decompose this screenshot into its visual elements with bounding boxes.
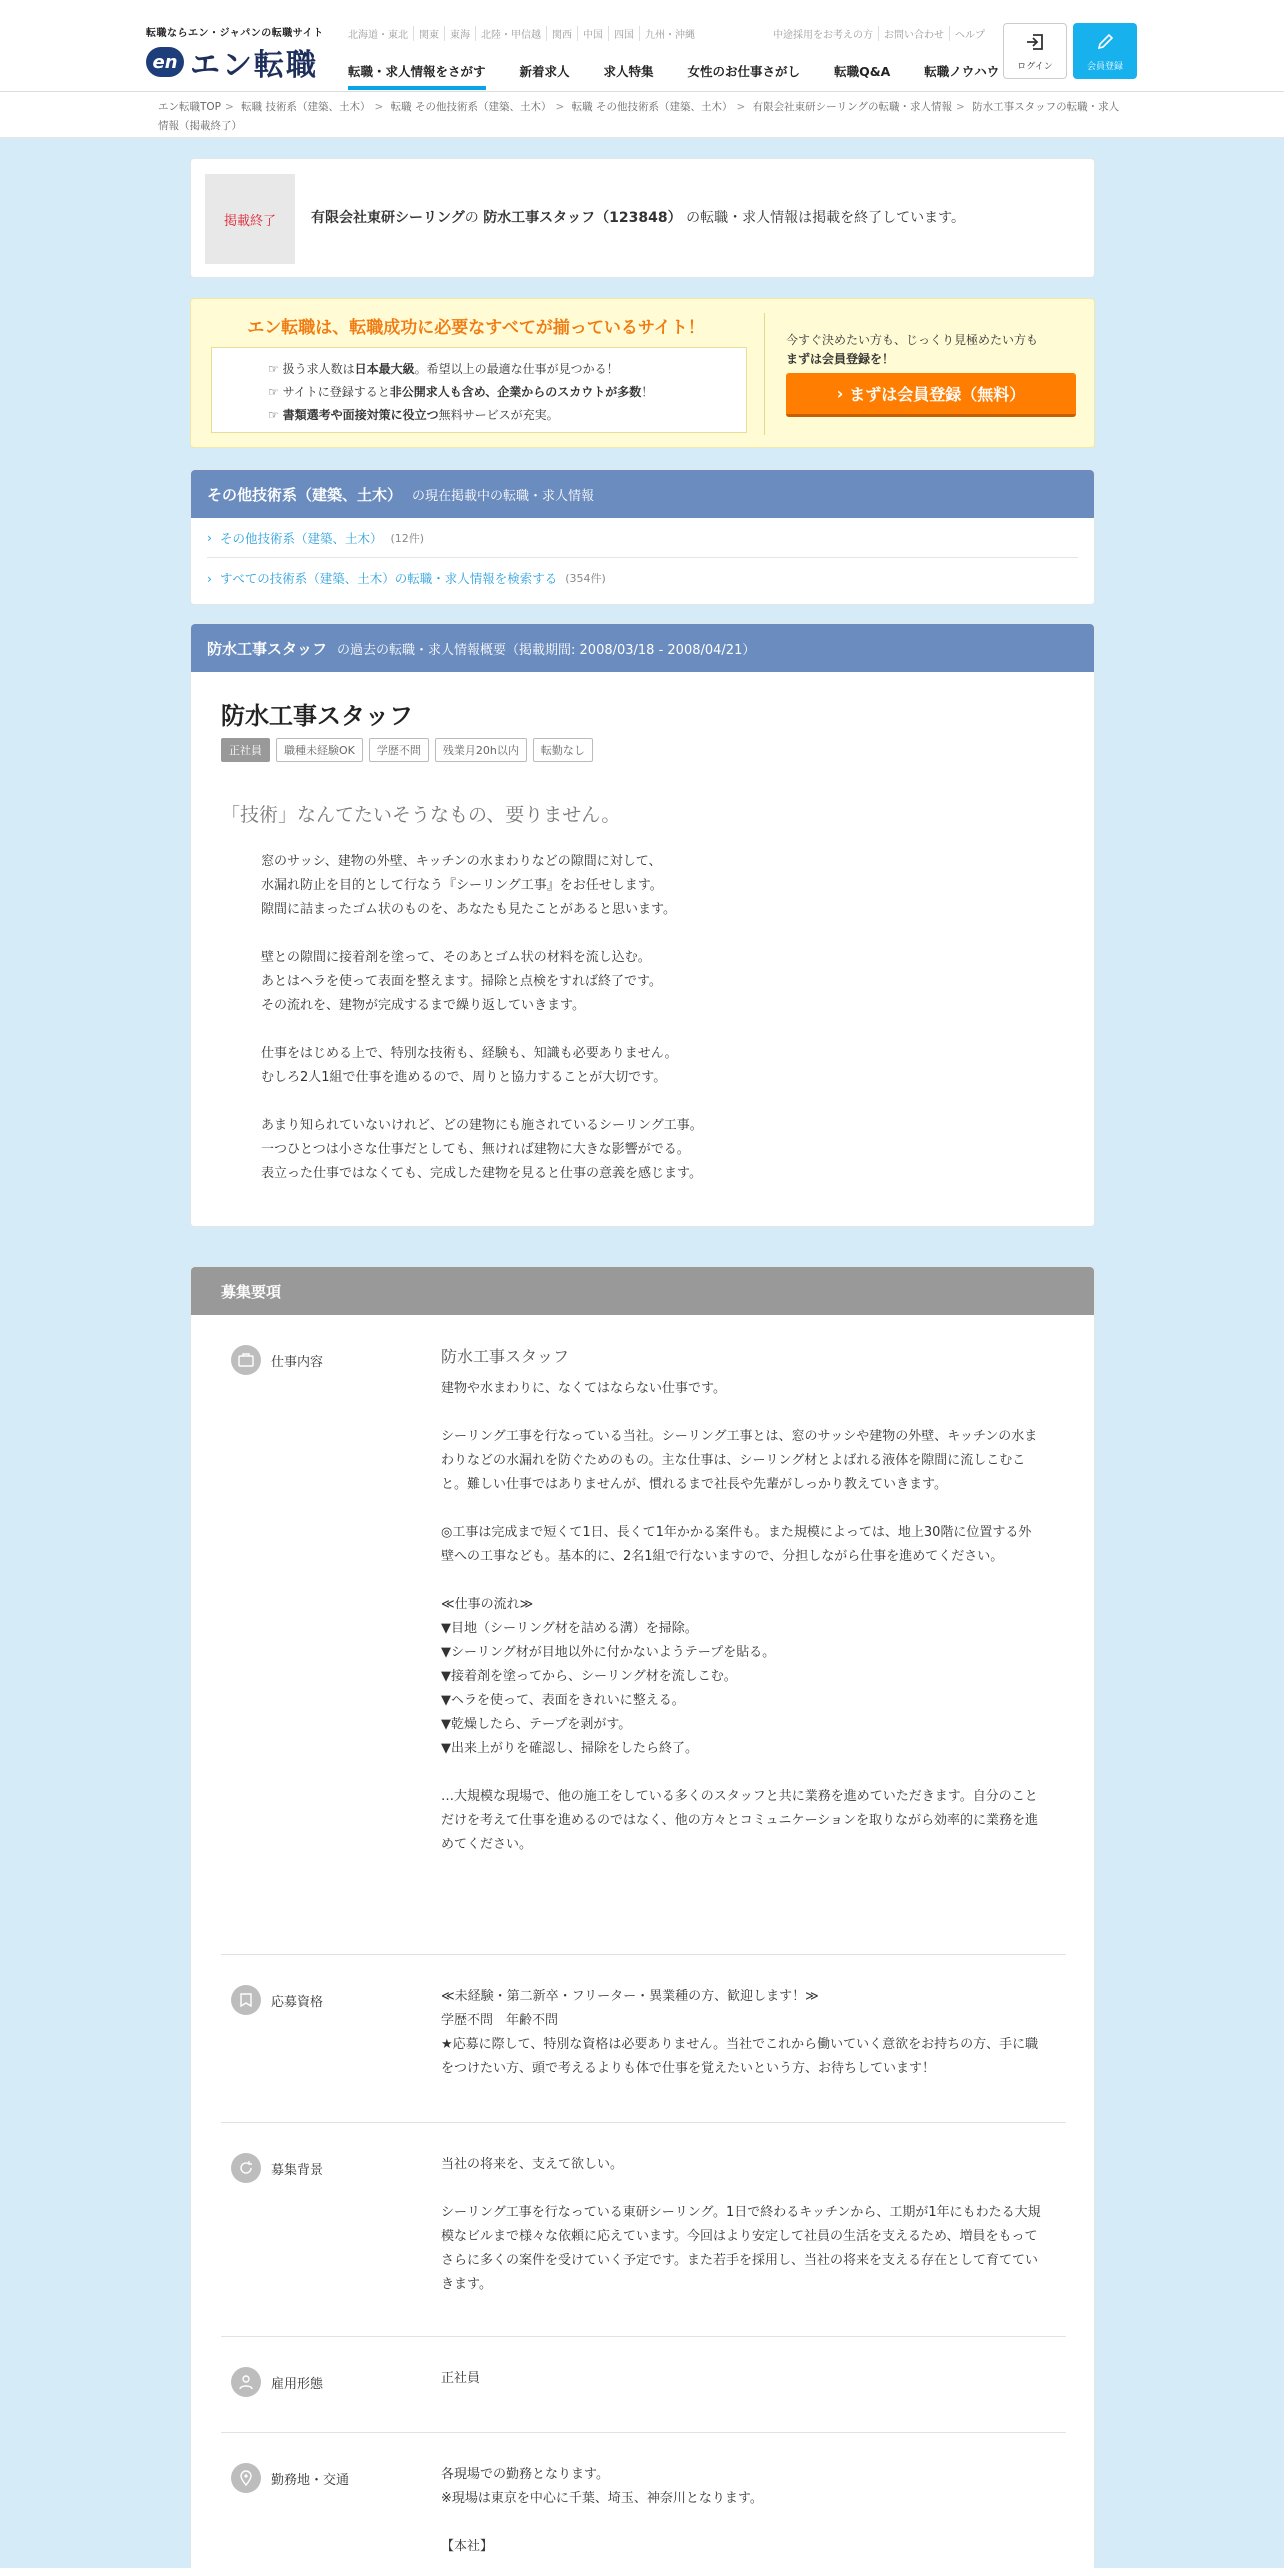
req-body: 正社員 bbox=[441, 2371, 481, 2386]
intro-text: 窓のサッシ、建物の外壁、キッチンの水まわりなどの隙間に対して、 水漏れ防止を目的として行なう『シーリング工事』をお任せします。 隙間に詰まったゴム状のものを、あなたも見たことがあると思います。 壁との隙間に接着剤を塗って、そのあとゴム状の材料を流し込む。 あとはヘラを使って表面を整えます。掃除と点検をすれば終了です。 その流れを、建物が完成するまで繰り返していきます。 仕事をはじめる上で、特別な技術も、経験も、知識も必要ありません。 むしろ2人1組で仕事を進めるので、周りと協力することが大切です。 あまり知られていないけれど、どの建物にも施されているシーリング工事。 一つひとつは小さな仕事だとしても、無ければ建物に大きな影響がでる。 表立った仕事ではなくても、完成した建物を見ると仕事の意義を感じます。 bbox=[261, 854, 703, 1181]
region-link[interactable]: 四国 bbox=[609, 26, 640, 41]
req-body bbox=[441, 1345, 1041, 1857]
hand-pointer-icon: ☞ bbox=[268, 408, 283, 422]
region-link[interactable]: 関東 bbox=[414, 26, 445, 41]
req-body: 当社の将来を、支えて欲しい。 シーリング工事を行なっている東研シーリング。1日で終わるキッチンから、工期が1年にもわたる大規模なビルまで様々な依頼に応えています。今回はより安定して社員の生活を支えるため、増員をもってさらに多くの案件を受けていく予定です。また若手を採用し、当社の将来を支える存在として育てていきます。 bbox=[441, 2157, 1041, 2292]
req-text: 建物や水まわりに、なくてはならない仕事です。 シーリング工事を行なっている当社。シーリング工事とは、窓のサッシや建物の外壁、キッチンの水まわりなどの水漏れを防ぐためのもの。主な仕事は、シーリング材とよばれる液体を隙間に流しこむこと。難しい仕事ではありませんが、慣れるまで社長や先輩がしっかり教えていきます。 ◎工事は完成まで短くて1日、長くて1年かかる案件も。また規模によっては、地上30階に位置する外壁への工事なども。基本的に、2名1組で行ないますので、分担しながら仕事を進めてください。 ≪仕事の流れ≫ ▼目地（シーリング材を詰める溝）を掃除。 ▼シーリング材が目地以外に付かないようテープを貼る。 ▼接着剤を塗ってから、シーリング材を流しこむ。 ▼ヘラを使って、表面をきれいに整える。 ▼乾燥したら、テープを剥がす。 ▼出来上がりを確認し、掃除をしたら終了。 …大規模な現場で、他の施工をしている多くのスタッフと共に業務を進めていただきます。自分のことだけを考えて仕事を進めるのではなく、他の方々とコミュニケーションを取りながら効率的に業務を進めてください。 bbox=[441, 1381, 1038, 1852]
req-label: 雇用形態 bbox=[271, 2376, 324, 2392]
job-overview-card bbox=[190, 623, 1095, 1227]
related-link-label[interactable]: すべての技術系（建築、土木）の転職・求人情報を検索する bbox=[220, 571, 558, 586]
related-link-row[interactable] bbox=[207, 558, 1078, 598]
promo-side-line: 今すぐ決めたい方も、じっくり見極めたい方も bbox=[786, 333, 1039, 347]
chevron-right-icon: › bbox=[207, 570, 212, 586]
tag-employment: 正社員 bbox=[221, 738, 270, 762]
related-link-count: (12件) bbox=[390, 531, 425, 545]
req-label: 募集背景 bbox=[271, 2162, 324, 2178]
panel-head-text: の現在掲載中の転職・求人情報 bbox=[412, 488, 595, 504]
related-link-label[interactable]: その他技術系（建築、土木） bbox=[220, 530, 383, 546]
company-name: 有限会社東研シーリング bbox=[311, 210, 465, 226]
req-body: ≪未経験・第二新卒・フリーター・異業種の方、歓迎します！≫ 学歴不問 年齢不問 ★応募に際して、特別な資格は必要ありません。当社でこれから働いていく意欲をお持ちの方、手に職をつけたい方、頭で考えるよりも体で仕事を覚えたいという方、お待ちしています！ bbox=[441, 1989, 1039, 2076]
benefit-bold: 日本最大級 bbox=[354, 362, 415, 376]
region-links bbox=[348, 26, 700, 41]
login-icon bbox=[1024, 31, 1046, 53]
req-section-qualifications bbox=[221, 1955, 1066, 2123]
benefit-text: 無料サービスが充実。 bbox=[438, 408, 559, 422]
panel-head-bold: 防水工事スタッフ bbox=[207, 639, 328, 658]
req-subtitle: 防水工事スタッフ bbox=[441, 1347, 570, 1366]
benefit-item bbox=[268, 381, 746, 404]
nav-features[interactable]: 求人特集 bbox=[603, 64, 654, 79]
listing-ended-badge: 掲載終了 bbox=[205, 174, 295, 264]
utility-links bbox=[768, 26, 990, 41]
breadcrumb: エン転職TOP > 転職 技術系（建築、土木） > 転職 その他技術系（建築、土木） > 転職 その他技術系（建築、土木） > 有限会社東研シーリングの転職・求人情報 > 防水工事スタッフの転職・求人情報（掲載終了） bbox=[0, 92, 1284, 138]
tag: 残業月20h以内 bbox=[435, 738, 527, 762]
breadcrumb-item[interactable]: 有限会社東研シーリングの転職・求人情報 bbox=[752, 101, 952, 113]
req-section-background bbox=[221, 2123, 1066, 2337]
help-link[interactable]: ヘルプ bbox=[955, 30, 985, 41]
hand-pointer-icon: ☞ bbox=[268, 362, 283, 376]
breadcrumb-item[interactable]: 転職 その他技術系（建築、土木） bbox=[390, 101, 552, 113]
register-cta-button[interactable] bbox=[786, 373, 1076, 417]
logo-tagline: 転職ならエン・ジャパンの転職サイト bbox=[146, 28, 324, 39]
nav-knowhow[interactable]: 転職ノウハウ bbox=[924, 64, 1000, 79]
benefit-text: ！ bbox=[641, 385, 654, 399]
hand-pointer-icon: ☞ bbox=[268, 385, 283, 399]
panel-head-bold: その他技術系（建築、土木） bbox=[207, 485, 403, 504]
cta-label: まずは会員登録（無料） bbox=[849, 385, 1026, 404]
chevron-right-icon: › bbox=[836, 384, 844, 403]
benefit-text: 。希望以上の最適な仕事が見つかる！ bbox=[414, 362, 619, 376]
pencil-icon bbox=[1094, 31, 1116, 53]
related-link-row[interactable] bbox=[207, 518, 1078, 558]
region-link[interactable]: 九州・沖縄 bbox=[645, 30, 695, 41]
login-button[interactable] bbox=[1003, 23, 1067, 79]
req-section-location bbox=[221, 2433, 1066, 2568]
register-label: 会員登録 bbox=[1086, 61, 1123, 72]
job-title-id: 防水工事スタッフ（123848） bbox=[483, 210, 682, 226]
req-label: 仕事内容 bbox=[271, 1354, 324, 1370]
promo-divider bbox=[764, 313, 765, 435]
benefit-text: サイトに登録すると bbox=[282, 385, 390, 399]
region-link[interactable]: 東海 bbox=[445, 26, 476, 41]
requirements-header: 募集要項 bbox=[191, 1267, 1094, 1315]
related-jobs-panel bbox=[190, 469, 1095, 605]
benefit-item bbox=[268, 404, 746, 427]
tag: 学歴不問 bbox=[369, 738, 429, 762]
login-label: ログイン bbox=[1017, 61, 1053, 72]
map-pin-icon bbox=[231, 2463, 261, 2493]
listing-ended-card bbox=[190, 158, 1095, 278]
signup-promo bbox=[190, 298, 1095, 448]
nav-qa[interactable]: 転職Q&A bbox=[834, 64, 891, 79]
related-panel-header bbox=[191, 470, 1094, 518]
bookmark-icon bbox=[231, 1985, 261, 2015]
promo-side-bold: まずは会員登録を！ bbox=[786, 352, 895, 366]
site-logo[interactable] bbox=[146, 40, 318, 84]
logo-mark: en bbox=[146, 47, 184, 77]
region-link[interactable]: 北陸・甲信越 bbox=[476, 26, 547, 41]
job-title: 防水工事スタッフ bbox=[221, 702, 413, 730]
req-label: 応募資格 bbox=[271, 1994, 324, 2010]
person-icon bbox=[231, 2367, 261, 2397]
catch-copy: 「技術」なんてたいそうなもの、要りません。 bbox=[221, 804, 621, 826]
employer-link[interactable]: 中途採用をお考えの方 bbox=[768, 26, 879, 41]
ended-text: の転職・求人情報は掲載を終了しています。 bbox=[686, 210, 965, 226]
region-link[interactable]: 関西 bbox=[547, 26, 578, 41]
refresh-icon bbox=[231, 2153, 261, 2183]
requirements-card bbox=[190, 1266, 1095, 2568]
register-button[interactable] bbox=[1073, 23, 1137, 79]
job-tags bbox=[221, 738, 593, 762]
related-link-count: (354件) bbox=[565, 572, 606, 585]
promo-benefits bbox=[211, 347, 747, 433]
req-section-job bbox=[221, 1315, 1066, 1955]
promo-title: エン転職は、転職成功に必要なすべてが揃っているサイト！ bbox=[247, 318, 705, 338]
tag: 転勤なし bbox=[533, 738, 593, 762]
req-section-employment bbox=[221, 2337, 1066, 2433]
particle: の bbox=[464, 210, 479, 226]
tag: 職種未経験OK bbox=[276, 738, 363, 762]
logo-text: エン転職 bbox=[190, 48, 318, 83]
chevron-right-icon: › bbox=[207, 530, 212, 545]
nav-new-jobs[interactable]: 新着求人 bbox=[519, 64, 570, 79]
benefit-text: 扱う求人数は bbox=[282, 362, 355, 376]
briefcase-icon bbox=[231, 1345, 261, 1375]
breadcrumb-current: 防水工事スタッフの転職・求人情報（掲載終了） bbox=[158, 101, 1120, 132]
global-nav bbox=[348, 60, 1033, 90]
nav-women-jobs[interactable]: 女性のお仕事さがし bbox=[687, 64, 801, 79]
breadcrumb-item[interactable]: 転職 その他技術系（建築、土木） bbox=[571, 101, 733, 113]
listing-ended-message bbox=[311, 207, 965, 227]
panel-head-text: の過去の転職・求人情報概要（掲載期間: 2008/03/18 - 2008/04/21） bbox=[337, 642, 756, 658]
nav-search-jobs[interactable]: 転職・求人情報をさがす bbox=[348, 60, 486, 90]
region-link[interactable]: 中国 bbox=[578, 26, 609, 41]
region-link[interactable]: 北海道・東北 bbox=[348, 26, 414, 41]
site-header bbox=[0, 0, 1284, 92]
req-body: 各現場での勤務となります。 ※現場は東京を中心に千葉、埼玉、神奈川となります。 【本社】 bbox=[441, 2467, 763, 2554]
benefit-bold: 非公開求人も含め、企業からのスカウトが多数 bbox=[389, 385, 642, 399]
promo-side-text bbox=[786, 331, 1038, 369]
contact-link[interactable]: お問い合わせ bbox=[879, 26, 950, 41]
breadcrumb-item[interactable]: 転職 技術系（建築、土木） bbox=[241, 101, 371, 113]
breadcrumb-item[interactable]: エン転職TOP bbox=[158, 101, 222, 113]
benefit-bold: 書類選考や面接対策に役立つ bbox=[282, 408, 439, 422]
req-label: 勤務地・交通 bbox=[271, 2472, 350, 2488]
overview-header bbox=[191, 624, 1094, 672]
benefit-item bbox=[268, 358, 746, 381]
